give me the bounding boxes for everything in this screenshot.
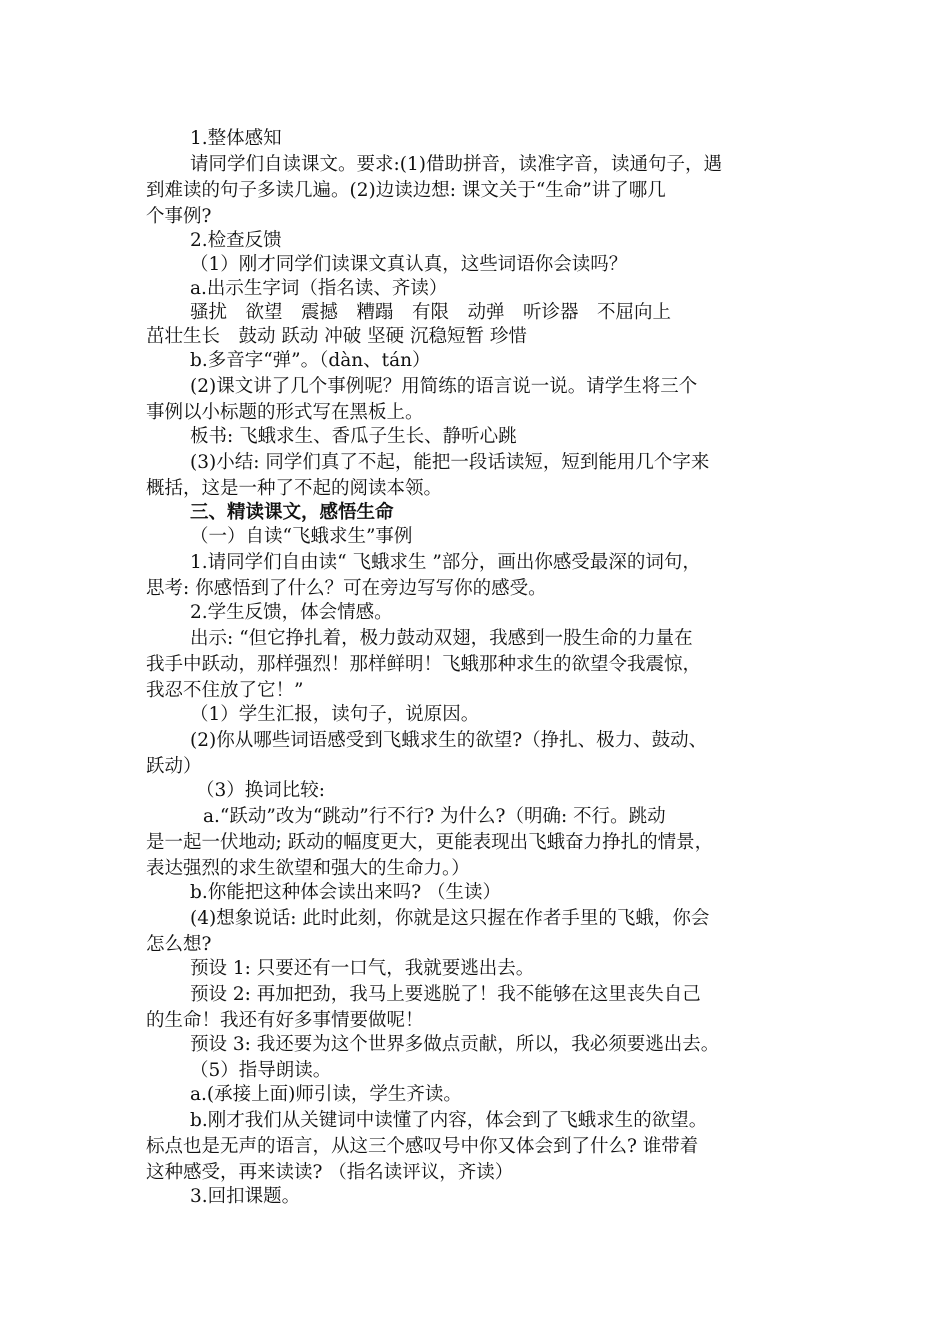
text-line: 我忍不住放了它！”	[146, 680, 304, 701]
text-line: （5）指导朗读。	[190, 1060, 332, 1081]
text-line: 预设 2: 再加把劲，我马上要逃脱了！我不能够在这里丧失自己	[190, 984, 701, 1005]
text-line: 概括，这是一种了不起的阅读本领。	[146, 478, 443, 499]
text-line: (2)课文讲了几个事例呢？用简练的语言说一说。请学生将三个	[190, 376, 698, 397]
text-line: 表达强烈的求生欲望和强大的生命力。）	[146, 858, 470, 879]
text-line: （一）自读“飞蛾求生”事例	[190, 526, 413, 547]
text-line: （1）刚才同学们读课文真认真，这些词语你会读吗？	[190, 254, 628, 275]
text-line: 跃动）	[146, 756, 202, 777]
text-line: 骚扰 欲望 震撼 糟蹋 有限 动弹 听诊器 不屈向上	[190, 302, 672, 323]
text-line: 标点也是无声的语言，从这三个感叹号中你又体会到了什么? 谁带着	[146, 1136, 699, 1157]
text-line: 这种感受，再来读读? （指名读评议，齐读）	[146, 1162, 514, 1183]
text-line: 的生命！我还有好多事情要做呢！	[146, 1010, 424, 1031]
text-line: a.(承接上面)师引读，学生齐读。	[190, 1084, 462, 1105]
text-line: 事例以小标题的形式写在黑板上。	[146, 402, 424, 423]
text-line: 出示: “但它挣扎着，极力鼓动双翅，我感到一股生命的力量在	[190, 628, 693, 649]
text-line: 1.整体感知	[190, 128, 282, 149]
text-line: a.“跃动”改为“跳动”行不行? 为什么?（明确: 不行。跳动	[203, 806, 666, 827]
text-line: (2)你从哪些词语感受到飞蛾求生的欲望?（挣扎、极力、鼓动、	[190, 730, 708, 751]
text-line: b.多音字“弹”。（dàn、tán）	[190, 350, 431, 371]
text-line: 到难读的句子多读几遍。(2)边读边想: 课文关于“生命”讲了哪几	[146, 180, 666, 201]
text-line: 1.请同学们自由读“ 飞蛾求生 ”部分，画出你感受最深的词句，	[190, 552, 701, 573]
text-line: 茁壮生长 鼓动 跃动 冲破 坚硬 沉稳短暂 珍惜	[146, 326, 527, 347]
text-line: （3）换词比较:	[196, 780, 326, 801]
text-line: 2.学生反馈，体会情感。	[190, 602, 393, 623]
text-line: b.刚才我们从关键词中读懂了内容，体会到了飞蛾求生的欲望。	[190, 1110, 708, 1131]
text-line: 我手中跃动，那样强烈！那样鲜明！飞蛾那种求生的欲望令我震惊，	[146, 654, 702, 675]
text-line: (4)想象说话: 此时此刻，你就是这只握在作者手里的飞蛾，你会	[190, 908, 710, 929]
text-line: 3.回扣课题。	[190, 1186, 301, 1207]
text-line: 是一起一伏地动; 跃动的幅度更大，更能表现出飞蛾奋力挣扎的情景，	[146, 832, 714, 853]
text-line: b.你能把这种体会读出来吗? （生读）	[190, 882, 502, 903]
text-line: 思考: 你感悟到了什么？可在旁边写写你的感受。	[146, 578, 547, 599]
text-line: （1）学生汇报，读句子，说原因。	[190, 704, 480, 725]
text-line: 个事例?	[146, 206, 212, 227]
text-line: (3)小结: 同学们真了不起，能把一段话读短，短到能用几个字来	[190, 452, 710, 473]
text-line: 请同学们自读课文。要求:(1)借助拼音，读准字音，读通句子，遇	[190, 154, 722, 175]
text-line: 板书: 飞蛾求生、香瓜子生长、静听心跳	[190, 426, 517, 447]
section-heading: 三、精读课文，感悟生命	[190, 502, 394, 523]
text-line: a.出示生字词（指名读、齐读）	[190, 278, 448, 299]
text-line: 怎么想?	[146, 934, 212, 955]
text-line: 2.检查反馈	[190, 230, 282, 251]
text-line: 预设 3: 我还要为这个世界多做点贡献，所以，我必须要逃出去。	[190, 1034, 720, 1055]
text-line: 预设 1: 只要还有一口气，我就要逃出去。	[190, 958, 535, 979]
